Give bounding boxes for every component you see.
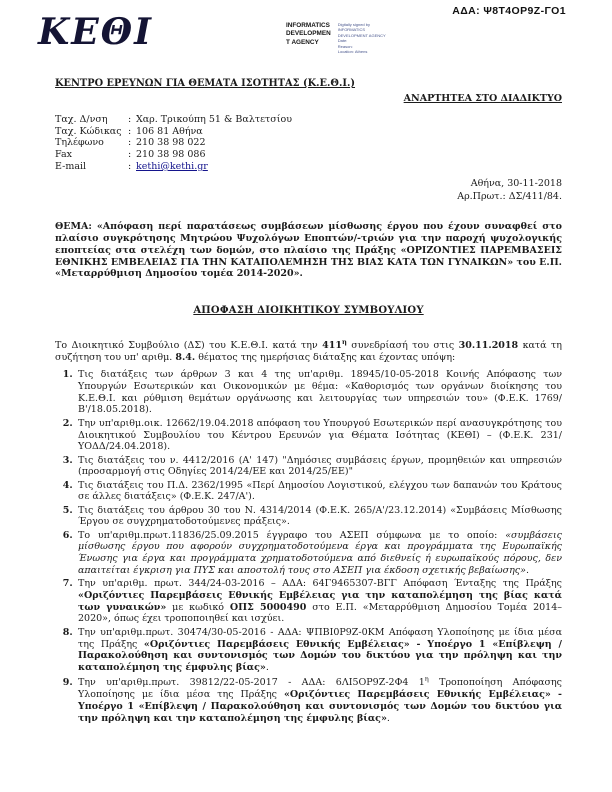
signature-detail-line: Date: bbox=[337, 38, 348, 44]
contact-colon: : bbox=[128, 137, 132, 149]
contact-value: 210 38 98 086 bbox=[136, 149, 206, 161]
contact-value: 106 81 Αθήνα bbox=[136, 125, 203, 137]
contact-colon: : bbox=[128, 113, 132, 125]
contact-colon: : bbox=[128, 149, 132, 161]
subject-paragraph: ΘΕΜΑ: «Απόφαση περί παρατάσεως συμβάσεων μίσθωσης έργου που έχουν συναφθεί στο πλαίσιο συγκρότησης Μητρώου Ψυχολόγων Εποπτών/-τριών για την παροχή ψυχολογικής εποπτείας στα στελέχη των δομών, στο πλαίσιο της Πράξης «ΟΡΙΖΟΝΤΙΕΣ ΠΑΡΕΜΒΑΣΕΙΣ ΕΘΝΙΚΗΣ ΕΜΒΕΛΕΙΑΣ ΓΙΑ ΤΗΝ ΚΑΤΑΠΟΛΕΜΗΣΗ ΤΗΣ ΒΙΑΣ ΚΑΤΑ ΤΩΝ ΓΥΝΑΙΚΩΝ» του Ε.Π. «Μεταρρύθμιση Δημοσίου τομέα 2014-2020». bbox=[55, 221, 562, 280]
agency-line: DEVELOPMEN bbox=[286, 30, 331, 38]
decision-basis-item: 3. Τις διατάξεις του ν. 4412/2016 (Α' 147) "Δημόσιες συμβάσεις έργων, προμηθειών και υπηρεσιών (προσαρμογή στις Οδηγίες 2014/24/ΕΕ και 2014/25/ΕΕ)" bbox=[76, 455, 562, 479]
agency-line: T AGENCY bbox=[286, 38, 319, 46]
contact-label: Fax bbox=[55, 149, 72, 161]
decision-basis-list bbox=[55, 369, 562, 724]
decision-basis-item: 6. Το υπ'αριθμ.πρωτ.11836/25.09.2015 έγγραφο του ΑΣΕΠ σύμφωνα με το οποίο: «συμβάσεις μίσθωσης έργου που αφορούν συγχρηματοδοτούμενα έργα και προγράμματα της Ευρωπαϊκής Ένωσης για έργα και προγράμματα χρηματοδοτούμενα από διεθνείς ή ευρωπαϊκούς πόρους, δεν απαιτείται έγκριση για ΠΥΣ και αποστολή τους στο ΑΣΕΠ για έκδοση σχετικής βεβαίωσης». bbox=[76, 530, 562, 577]
decision-basis-item: 8. Την υπ'αριθμ.πρωτ. 30474/30-05-2016 - ΑΔΑ: ΨΠΒΙ0Ρ9Ζ-0ΚΜ Απόφαση Υλοποίησης με ίδια μέσα της Πράξης «Οριζόντιες Παρεμβάσεις Εθνικής Εμβέλειας» - Υποέργο 1 «Επίβλεψη / Παρακολούθηση και συντονισμός των Δομών του δικτύου για την πρόληψη και την καταπολέμηση της έμφυλης βίας». bbox=[76, 627, 562, 674]
contact-label: E-mail bbox=[55, 160, 87, 172]
signature-detail-line: Digitally signed by bbox=[337, 22, 370, 27]
contact-row-email bbox=[55, 161, 562, 173]
kethi-logo: ΚΕΘΙ bbox=[38, 11, 153, 53]
ada-code: ΑΔΑ: Ψ8Τ4ΟΡ9Ζ-ΓΟ1 bbox=[452, 5, 566, 17]
contact-label: Τηλέφωνο bbox=[55, 137, 104, 149]
contact-colon: : bbox=[128, 125, 132, 137]
contact-colon: : bbox=[128, 160, 132, 172]
date-protocol-block bbox=[55, 178, 562, 203]
contact-row-postal-code bbox=[55, 126, 562, 138]
contact-value: Χαρ. Τρικούπη 51 & Βαλτετσίου bbox=[136, 113, 292, 125]
digital-signature-stamp bbox=[286, 22, 386, 54]
signature-detail-line: INFORMATICS bbox=[337, 27, 366, 33]
decision-basis-item: 1. Τις διατάξεις των άρθρων 3 και 4 της υπ'αριθμ. 18945/10-05-2018 Κοινής Απόφασης των Υπουργών Εσωτερικών και Οικονομικών με θέμα: «Καθορισμός των οργάνων διοίκησης του Κ.Ε.Θ.Ι. και ρύθμιση θεμάτων οργάνωσης και λειτουργίας των υπηρεσιών του» (Φ.Ε.Κ. 1769/Β'/18.05.2018). bbox=[76, 369, 562, 416]
email-link[interactable]: kethi@kethi.gr bbox=[136, 160, 208, 172]
protocol-number: Αρ.Πρωτ.: ΔΣ/411/84. bbox=[457, 190, 562, 202]
decision-basis-item: 4. Τις διατάξεις του Π.Δ. 2362/1995 «Περί Δημοσίου Λογιστικού, ελέγχου των δαπανών του Κράτους σε άλλες διατάξεις» (Φ.Ε.Κ. 247/Α'). bbox=[76, 480, 562, 504]
contact-label: Ταχ. Κώδικας bbox=[55, 125, 122, 137]
decision-heading: ΑΠΟΦΑΣΗ ΔΙΟΙΚΗΤΙΚΟΥ ΣΥΜΒΟΥΛΙΟΥ bbox=[193, 305, 424, 317]
contact-row-address bbox=[55, 114, 562, 126]
agency-line: INFORMATICS bbox=[286, 22, 330, 29]
decision-basis-item: 7. Την υπ'αριθμ. πρωτ. 344/24-03-2016 – ΑΔΑ: 64Γ9465307-ΒΓΓ Απόφαση Ένταξης της Πράξης «Οριζόντιες Παρεμβάσεις Εθνικής Εμβέλειας για την καταπολέμηση της βίας κατά των γυναικών» με κωδικό ΟΠΣ 5000490 στο Ε.Π. «Μεταρρύθμιση Δημοσίου Τομέα 2014–2020», όπως έχει τροποποιηθεί και ισχύει. bbox=[76, 578, 562, 625]
decision-basis-item: 2. Την υπ'αριθμ.οικ. 12662/19.04.2018 απόφαση του Υπουργού Εσωτερικών περί ανασυγκρότησης του Διοικητικού Συμβουλίου του Κέντρου Ερευνών για Θέματα Ισότητας (ΚΕΘΙ) – (Φ.Ε.Κ. 231/ΥΟΔΔ/24.04.2018). bbox=[76, 418, 562, 453]
publish-notice: ΑΝΑΡΤΗΤΕΑ ΣΤΟ ΔΙΑΔΙΚΤΥΟ bbox=[403, 93, 562, 105]
signature-detail-line: Reason: bbox=[337, 43, 353, 49]
contact-row-fax bbox=[55, 149, 562, 161]
decision-basis-item: 9. Την υπ'αριθμ.πρωτ. 39812/22-05-2017 - ΑΔΑ: 6ΛΙ5ΟΡ9Ζ-2Φ4 $1^\eta$ Τροποποίηση Απόφασης Υλοποίησης με ίδια μέσα της Πράξης «Οριζόντιες Παρεμβάσεις Εθνικής Εμβέλειας» - Υποέργο 1 «Επίβλεψη / Παρακολούθηση και συντονισμός των Δομών του δικτύου για την πρόληψη και την καταπολέμηση της έμφυλης βίας». bbox=[76, 675, 562, 724]
signature-agency-name bbox=[286, 22, 331, 54]
decision-basis-item: 5. Τις διατάξεις του άρθρου 30 του Ν. 4314/2014 (Φ.Ε.Κ. 265/Α'/23.12.2014) «Συμβάσεις Μίσθωσης Έργου σε συγχρηματοδοτούμενες πράξεις». bbox=[76, 505, 562, 529]
contact-row-phone bbox=[55, 137, 562, 149]
city-date: Αθήνα, 30-11-2018 bbox=[470, 177, 562, 189]
signature-details bbox=[338, 22, 386, 54]
signature-detail-line: Location: Athens bbox=[337, 48, 368, 54]
contact-block bbox=[55, 114, 562, 173]
organization-title: ΚΕΝΤΡΟ ΕΡΕΥΝΩΝ ΓΙΑ ΘΕΜΑΤΑ ΙΣΟΤΗΤΑΣ (Κ.Ε.Θ.Ι.) bbox=[55, 78, 356, 89]
decision-intro: Το Διοικητικό Συμβούλιο (ΔΣ) του Κ.Ε.Θ.Ι. κατά την $411^\eta$ συνεδρίασή του στις 30.11.2018 κατά τη συζήτηση του υπ' αριθμ. 8.4. θέματος της ημερήσιας διάταξης και έχοντας υπόψη: bbox=[55, 338, 562, 364]
contact-label: Ταχ. Δ/νση bbox=[55, 113, 108, 125]
document-content bbox=[55, 78, 562, 725]
signature-detail-line: DEVELOPMENT AGENCY bbox=[337, 32, 386, 38]
contact-value: 210 38 98 022 bbox=[136, 137, 206, 149]
